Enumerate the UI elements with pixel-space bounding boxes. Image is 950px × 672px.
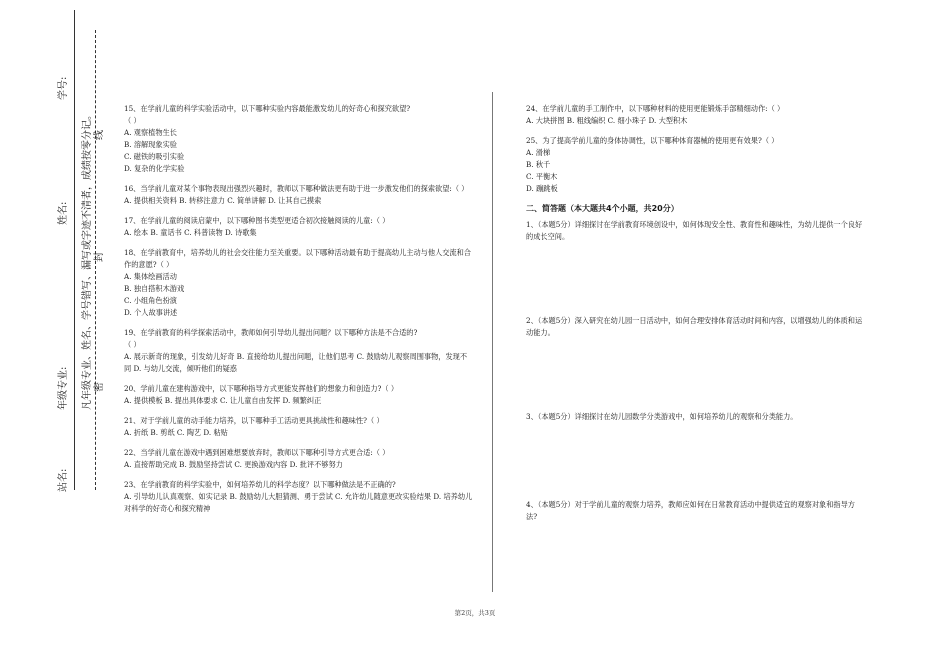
option: A. 提供模板 B. 提出具体要求 C. 让儿童自由发挥 D. 频繁纠正 [124,396,322,405]
seal-feng-mark: 封 [94,252,105,262]
student-id-label: 学号: [58,76,69,100]
option: C. 平衡木 [526,172,558,181]
question-blank: （ ） [124,116,141,125]
student-name-label: 姓名: [58,201,69,225]
question-text: 18、在学前教育中，培养幼儿的社会交往能力至关重要。以下哪种活动最有助于提高幼儿主动与他人交流和合作的意愿?（ ） [124,248,471,269]
short-answer-3: 3、（本题5分）详细探讨在幼儿园数学分类游戏中，如何培养幼儿的观察和分类能力。 [526,412,798,421]
option: D. 复杂的化学实验 [124,164,185,173]
option: A. 直接帮助完成 B. 鼓励坚持尝试 C. 更换游戏内容 D. 批评不够努力 [124,460,343,469]
short-answer-4: 4、（本题5分）对于学前儿童的观察力培养，教师应如何在日常教育活动中提供适宜的观察对象和指导方法? [526,500,855,521]
option: B. 独自搭积木游戏 [124,284,185,293]
question-text: 22、当学前儿童在游戏中遇到困难想要放弃时，教师以下哪种引导方式更合适:（ ） [124,448,390,457]
option: A. 提供相关资料 B. 转移注意力 C. 简单讲解 D. 让其自己摸索 [124,196,322,205]
seal-mi-mark: 密 [94,382,105,392]
short-answer-1: 1、（本题5分）详细探讨在学前教育环境创设中，如何体现安全性、教育性和趣味性，为幼儿提供一个良好的成长空间。 [526,220,863,241]
section-title-short-answer: 二、简答题（本大题共4个小题，共20分） [526,204,679,213]
question-25 [526,135,866,195]
question-21 [124,415,474,439]
question-text: 23、在学前教育的科学实验中，如何培养幼儿的科学态度？以下哪种做法是不正确的? [124,480,396,489]
short-answer-2: 2、（本题5分）深入研究在幼儿园一日活动中，如何合理安排体育活动时间和内容，以增强幼儿的体质和运动能力。 [526,316,863,337]
question-text: 17、在学前儿童的阅读启蒙中，以下哪种图书类型更适合初次接触阅读的儿童:（ ） [124,216,390,225]
question-blank: （ ） [124,340,141,349]
question-22 [124,447,474,471]
question-20 [124,383,474,407]
question-17 [124,215,474,239]
option: C. 小组角色扮演 [124,296,177,305]
question-15 [124,103,474,175]
option: A. 引导幼儿认真观察、如实记录 B. 鼓励幼儿大胆猜测、勇于尝试 C. 允许幼儿随意更改实验结果 D. 培养幼儿对科学的好奇心和探究精神 [124,492,473,513]
grade-major-label: 年级专业: [58,366,69,410]
option: A. 集体绘画活动 [124,272,177,281]
option: B. 溶解现象实验 [124,140,177,149]
option: B. 秋千 [526,160,551,169]
option: A. 大块拼图 B. 粗线编织 C. 细小珠子 D. 大型积木 [526,116,688,125]
left-column [124,103,474,523]
question-text: 24、在学前儿童的手工制作中，以下哪种材料的使用更能锻炼手部精细动作:（ ） [526,104,785,113]
question-text: 15、在学前儿童的科学实验活动中，以下哪种实验内容最能激发幼儿的好奇心和探究欲望? [124,104,411,113]
seal-xian-mark: 线 [94,130,105,140]
right-column [526,103,866,523]
question-text: 20、学前儿童在建构游戏中，以下哪种指导方式更能发挥他们的想象力和创造力?（ ） [124,384,399,393]
column-divider [492,92,493,592]
option: D. 个人故事讲述 [124,308,178,317]
option: A. 折纸 B. 剪纸 C. 陶艺 D. 粘贴 [124,428,228,437]
exam-site-label: 站名: [58,468,69,492]
option: A. 滑梯 [526,148,551,157]
question-23 [124,479,474,515]
question-19 [124,327,474,375]
question-text: 19、在学前教育的科学探索活动中，教师如何引导幼儿提出问题？以下哪种方法是不合适的? [124,328,418,337]
question-text: 21、对于学前儿童的动手能力培养，以下哪种手工活动更具挑战性和趣味性?（ ） [124,416,384,425]
question-text: 16、当学前儿童对某个事物表现出强烈兴趣时，教师以下哪种做法更有助于进一步激发他们的探索欲望:（ ） [124,184,469,193]
option: D. 蹦跳板 [526,184,558,193]
question-24 [526,103,866,127]
option: A. 观察植物生长 [124,128,177,137]
option: A. 展示新奇的现象，引发幼儿好奇 B. 直接给幼儿提出问题，让他们思考 C. 鼓励幼儿观察周围事物，发现不同 D. 与幼儿交流，倾听他们的疑惑 [124,352,468,373]
margin-rule-1 [74,10,75,490]
option: A. 绘本 B. 童话书 C. 科普读物 D. 诗歌集 [124,228,257,237]
page-number-footer: 第2页，共3页 [454,609,496,617]
option: C. 磁铁的吸引实验 [124,152,185,161]
question-18 [124,247,474,319]
binding-notice: 凡年级专业、姓名、学号错写、漏写或字迹不清者，成绩按零分记。 [82,110,93,410]
question-text: 25、为了提高学前儿童的身体协调性，以下哪种体育器械的使用更有效果?（ ） [526,136,779,145]
question-16 [124,183,474,207]
